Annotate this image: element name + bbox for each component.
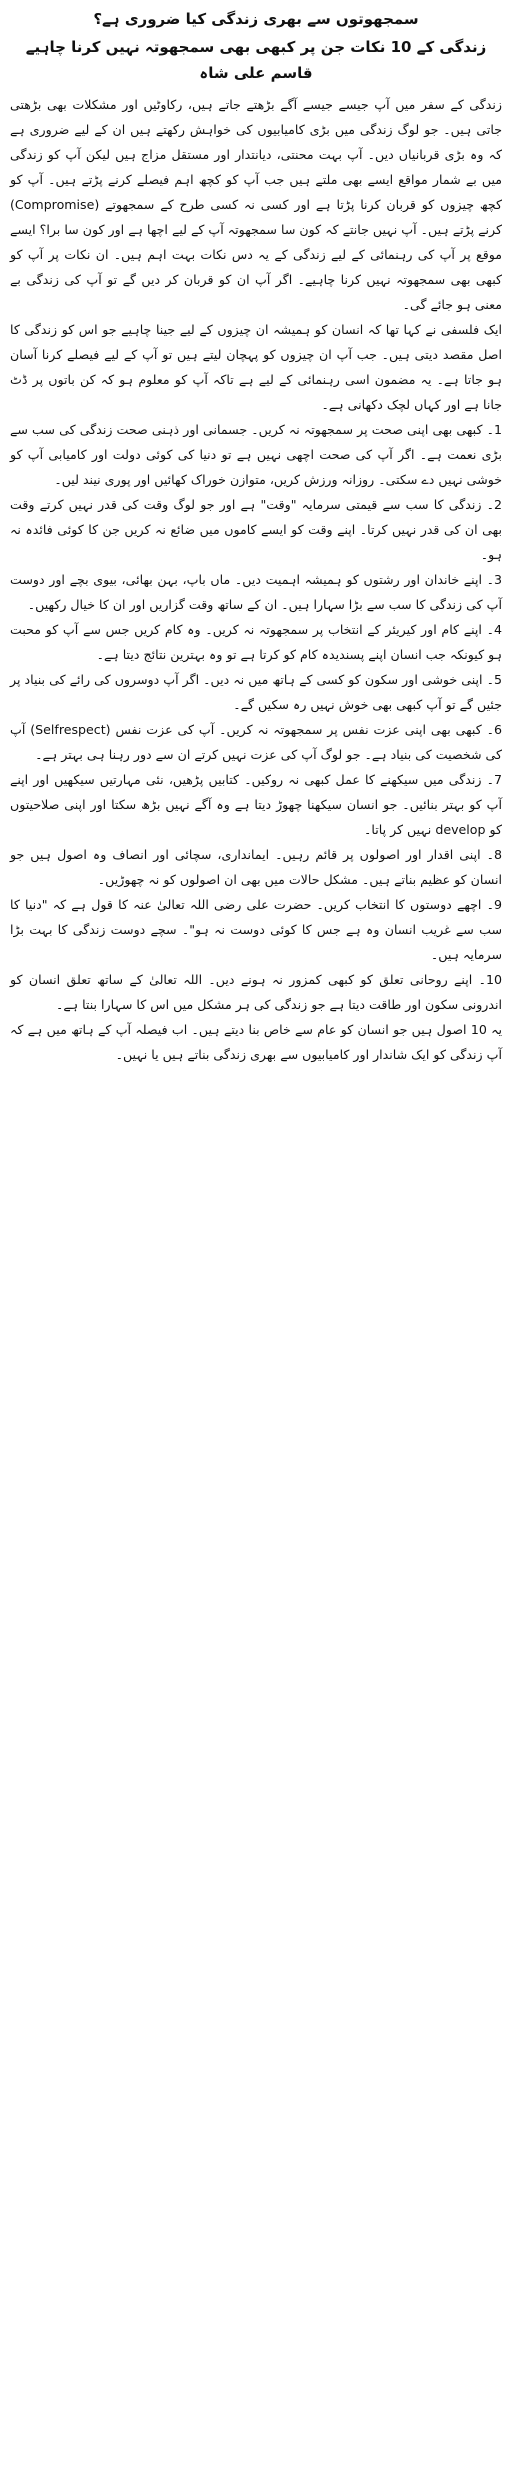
point-7-learning: 7۔ زندگی میں سیکھنے کا عمل کبھی نہ روکیں۔ کتابیں پڑھیں، نئی مہارتیں سیکھیں اور اپنے آپ کو بہتر بنائیں۔ جو انسان سیکھنا چھوڑ دیتا ہے وہ آگے نہیں بڑھ سکتا اور اپنی صلاحیتوں کو develop نہیں کر پاتا۔ [10, 772, 502, 837]
point-3-family: 3۔ اپنے خاندان اور رشتوں کو ہمیشہ اہمیت دیں۔ ماں باپ، بہن بھائی، بیوی بچے اور دوست آپ کی زندگی کا سب سے بڑا سہارا ہیں۔ ان کے ساتھ وقت گزاریں اور ان کا خیال رکھیں۔ [10, 572, 502, 612]
article-subtitle: زندگی کے 10 نکات جن پر کبھی بھی سمجھوتہ نہیں کرنا چاہیے [25, 38, 487, 56]
point-8-values: 8۔ اپنی اقدار اور اصولوں پر قائم رہیں۔ ایمانداری، سچائی اور انصاف وہ اصول ہیں جو انسان کو عظیم بناتے ہیں۔ مشکل حالات میں بھی ان اصولوں کو نہ چھوڑیں۔ [10, 847, 502, 887]
article-title: سمجھوتوں سے بھری زندگی کیا ضروری ہے؟ [93, 10, 419, 28]
point-5-happiness: 5۔ اپنی خوشی اور سکون کو کسی کے ہاتھ میں نہ دیں۔ اگر آپ دوسروں کی رائے کی بنیاد پر جئیں گے تو آپ کبھی بھی خوش نہیں رہ سکیں گے۔ [10, 672, 502, 712]
point-2-time: 2۔ زندگی کا سب سے قیمتی سرمایہ "وقت" ہے اور جو لوگ وقت کی قدر نہیں کرتے وقت بھی ان کی قدر نہیں کرتا۔ اپنے وقت کو ایسے کاموں میں ضائع نہ کریں جن کا کوئی فائدہ نہ ہو۔ [10, 497, 502, 562]
point-6-self-respect: 6۔ کبھی بھی اپنی عزت نفس پر سمجھوتہ نہ کریں۔ آپ کی عزت نفس (Selfrespect) آپ کی شخصیت کی بنیاد ہے۔ جو لوگ آپ کی عزت نہیں کرتے ان سے دور رہنا ہی بہتر ہے۔ [10, 722, 502, 762]
author-name: قاسم علی شاہ [199, 64, 313, 82]
paragraph-conclusion: یہ 10 اصول ہیں جو انسان کو عام سے خاص بنا دیتے ہیں۔ اب فیصلہ آپ کے ہاتھ میں ہے کہ آپ زندگی کو ایک شاندار اور کامیابیوں سے بھری زندگی بناتے ہیں یا نہیں۔ [10, 1022, 503, 1062]
point-10-spirituality: 10۔ اپنے روحانی تعلق کو کبھی کمزور نہ ہونے دیں۔ اللہ تعالیٰ کے ساتھ تعلق انسان کو اندرونی سکون اور طاقت دیتا ہے جو زندگی کی ہر مشکل میں اس کا سہارا بنتا ہے۔ [10, 972, 502, 1012]
paragraph-intro: زندگی کے سفر میں آپ جیسے جیسے آگے بڑھتے جاتے ہیں، رکاوٹیں اور مشکلات بھی بڑھتی جاتی ہیں۔ جو لوگ زندگی میں بڑی کامیابیوں کی خواہش رکھتے ہیں ان کے لیے ضروری ہے کہ وہ بڑی قربانیاں دیں۔ آپ بہت محنتی، دیانتدار اور مستقل مزاج ہیں لیکن آپ کو زندگی میں بے شمار مواقع ایسے بھی ملتے ہیں جب آپ کو کچھ اہم فیصلے کرنے پڑتے ہیں۔ آپ کو کچھ چیزوں کو قربان کرنا پڑتا ہے اور کسی نہ کسی طرح کے سمجھوتے (Compromise) کرنے پڑتے ہیں۔ آپ نہیں جانتے کہ کون سا سمجھوتہ آپ کے لیے اچھا ہے اور کون سا برا؟ ایسے موقع پر آپ کی رہنمائی کے لیے زندگی کے یہ دس نکات بہت اہم ہیں۔ ان نکات پر آپ کو کبھی بھی سمجھوتہ نہیں کرنا چاہیے۔ اگر آپ ان کو قربان کر دیں گے تو آپ کی زندگی بے معنی ہو جائے گی۔ [10, 97, 502, 312]
paragraph-intro-2: ایک فلسفی نے کہا تھا کہ انسان کو ہمیشہ ان چیزوں کے لیے جینا چاہیے جو اس کو زندگی کا اصل مقصد دیتی ہیں۔ جب آپ ان چیزوں کو پہچان لیتے ہیں تو آپ کے لیے فیصلے کرنا آسان ہو جاتا ہے۔ یہ مضمون اسی رہنمائی کے لیے ہے تاکہ آپ کو معلوم ہو کہ کن باتوں پر ڈٹ جانا ہے اور کہاں لچک دکھانی ہے۔ [10, 322, 502, 412]
point-4-career: 4۔ اپنے کام اور کیریئر کے انتخاب پر سمجھوتہ نہ کریں۔ وہ کام کریں جس سے آپ کو محبت ہو کیونکہ جب انسان اپنے پسندیدہ کام کو کرتا ہے تو وہ بہترین نتائج دیتا ہے۔ [10, 622, 502, 662]
point-9-friends: 9۔ اچھے دوستوں کا انتخاب کریں۔ حضرت علی رضی اللہ تعالیٰ عنہ کا قول ہے کہ "دنیا کا سب سے غریب انسان وہ ہے جس کا کوئی دوست نہ ہو"۔ سچے دوست زندگی کا بہت بڑا سرمایہ ہیں۔ [10, 897, 502, 962]
point-1-health: 1۔ کبھی بھی اپنی صحت پر سمجھوتہ نہ کریں۔ جسمانی اور ذہنی صحت زندگی کی سب سے بڑی نعمت ہے۔ اگر آپ کی صحت اچھی نہیں ہے تو دنیا کی کوئی دولت اور کامیابی آپ کو خوشی نہیں دے سکتی۔ روزانہ ورزش کریں، متوازن خوراک کھائیں اور پوری نیند لیں۔ [10, 422, 502, 487]
